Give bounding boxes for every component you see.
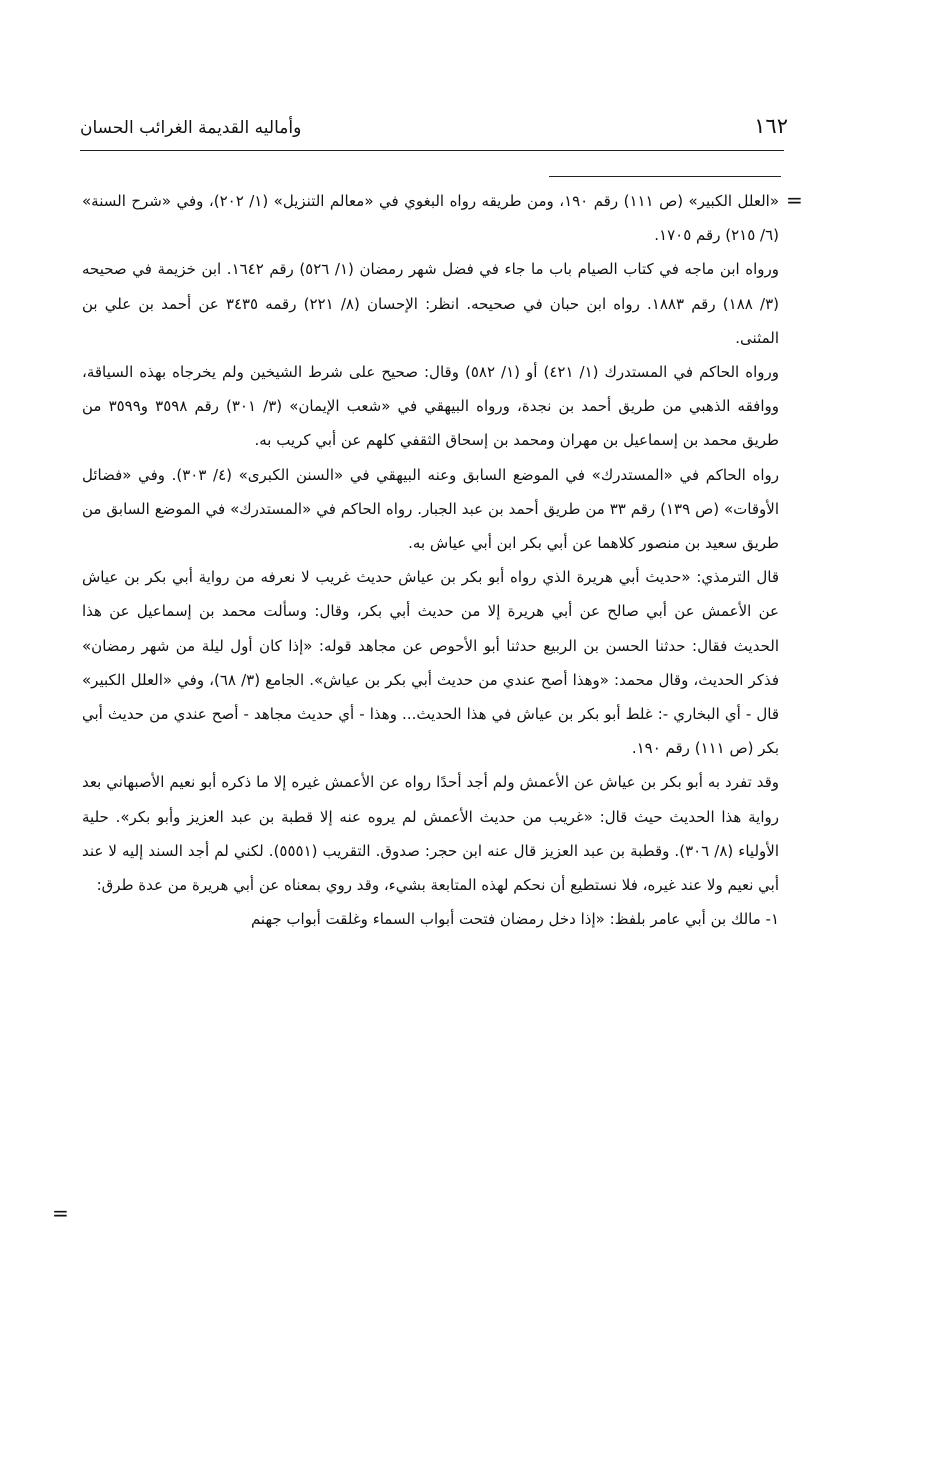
footnote-paragraph: ١- مالك بن أبي عامر بلفظ: «إذا دخل رمضان فتحت أبواب السماء وغلقت أبواب جهنم — [250, 910, 779, 929]
footnotes-body — [82, 184, 779, 936]
footnote-separator — [549, 176, 781, 177]
footnote-paragraph: ورواه الحاكم في المستدرك (١/ ٤٢١) أو (١/ ٥٨٢) وقال: صحيح على شرط الشيخين ولم يخرجاه بهذه السياقة، ووافقه الذهبي من طريق أحمد بن نجدة، ورواه البيهقي في «شعب الإيمان» (٣/ ٣٠١) رقم ٣٥٩٨ و٣٥٩٩ من طريق محمد بن إسماعيل بن مهران ومحمد بن إسحاق الثقفي كلهم عن أبي كريب به. — [82, 363, 779, 450]
continued-from-mark: = — [786, 188, 803, 212]
footnote-paragraph: «العلل الكبير» (ص ١١١) رقم ١٩٠، ومن طريقه رواه البغوي في «معالم التنزيل» (١/ ٢٠٢)، وفي «شرح السنة» (٦/ ٢١٥) رقم ١٧٠٥. — [82, 192, 780, 245]
running-title: وأماليه القديمة الغرائب الحسان — [80, 118, 302, 138]
footnote-paragraph: ورواه ابن ماجه في كتاب الصيام باب ما جاء في فضل شهر رمضان (١/ ٥٢٦) رقم ١٦٤٢. ابن خزيمة في صحيحه (٣/ ١٨٨) رقم ١٨٨٣. رواه ابن حبان في صحيحه. انظر: الإحسان (٨/ ٢٢١) رقمه ٣٤٣٥ عن أحمد بن علي بن المثنى. — [82, 260, 779, 347]
page-header — [80, 112, 788, 146]
footnote-paragraph: قال الترمذي: «حديث أبي هريرة الذي رواه أبو بكر بن عياش حديث غريب لا نعرفه من رواية أبي بكر بن عياش عن الأعمش عن أبي صالح عن أبي هريرة إلا من حديث أبي بكر، وقال: وسألت محمد بن إسماعيل عن هذا الحديث فقال: حدثنا الحسن بن الربيع حدثنا أبو الأحوص عن مجاهد قوله: «إذا كان أول ليلة من شهر رمضان» فذكر الحديث، وقال محمد: «وهذا أصح عندي من حديث أبي بكر بن عياش». الجامع (٣/ ٦٨)، وفي «العلل الكبير» قال - أي البخاري -: غلط أبو بكر بن عياش في هذا الحديث... وهذا - أي حديث مجاهد - أصح عندي من حديث أبي بكر (ص ١١١) رقم ١٩٠. — [82, 568, 779, 758]
header-rule — [80, 150, 784, 151]
footnote-paragraph: وقد تفرد به أبو بكر بن عياش عن الأعمش ولم أجد أحدًا رواه عن الأعمش غيره إلا ما ذكره أبو نعيم الأصبهاني بعد رواية هذا الحديث حيث قال: «غريب من حديث الأعمش لم يروه عنه إلا قطبة بن عبد العزيز وأبو بكر». حلية الأولياء (٨/ ٣٠٦). وقطبة بن عبد العزيز قال عنه ابن حجر: صدوق. التقريب (٥٥٥١). لكني لم أجد السند إليه لا عند أبي نعيم ولا عند غيره، فلا نستطيع أن نحكم لهذه المتابعة بشيء، وقد روي بمعناه عن أبي هريرة من عدة طرق: — [82, 773, 779, 895]
footnote-paragraph: رواه الحاكم في «المستدرك» في الموضع السابق وعنه البيهقي في «السنن الكبرى» (٤/ ٣٠٣). وفي «فضائل الأوقات» (ص ١٣٩) رقم ٣٣ من طريق أحمد بن عبد الجبار. رواه الحاكم في «المستدرك» في الموضع السابق من طريق سعيد بن منصور كلاهما عن أبي بكر ابن أبي عياش به. — [82, 465, 779, 553]
page-number: ١٦٢ — [754, 114, 788, 138]
continues-mark: = — [52, 1201, 69, 1225]
